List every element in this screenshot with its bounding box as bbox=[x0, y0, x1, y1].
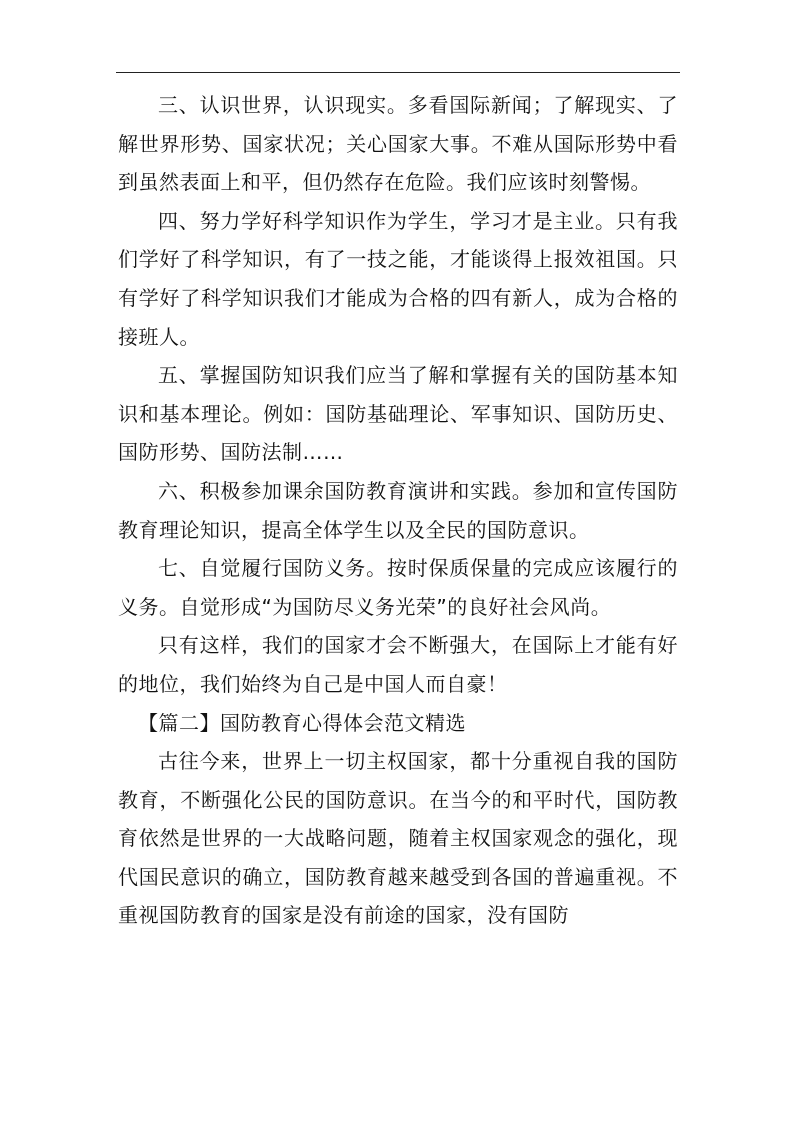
section-heading: 【篇二】国防教育心得体会范文精选 bbox=[138, 710, 466, 735]
paragraph-defense-knowledge: 五、掌握国防知识我们应当了解和掌握有关的国防基本知识和基本理论。例如：国防基础理论、军事知识、国防历史、国防形势、国防法制…… bbox=[118, 363, 678, 465]
paragraph-section-two-intro: 古往今来，世界上一切主权国家，都十分重视自我的国防教育，不断强化公民的国防意识。在当今的和平时代，国防教育依然是世界的一大战略问题，随着主权国家观念的强化，现代国民意识的确立，国防教育越来越受到各国的普遍重视。不重视国防教育的国家是没有前途的国家，没有国防 bbox=[118, 749, 678, 928]
paragraph-study-science: 四、努力学好科学知识作为学生，学习才是主业。只有我们学好了科学知识，有了一技之能，才能谈得上报效祖国。只有学好了科学知识我们才能成为合格的四有新人，成为合格的接班人。 bbox=[118, 208, 678, 349]
paragraph-understand-world: 三、认识世界，认识现实。多看国际新闻；了解现实、了解世界形势、国家状况；关心国家大事。不难从国际形势中看到虽然表面上和平，但仍然存在危险。我们应该时刻警惕。 bbox=[118, 93, 678, 195]
document-body bbox=[118, 86, 678, 935]
paragraph-conclusion: 只有这样，我们的国家才会不断强大，在国际上才能有好的地位，我们始终为自己是中国人而自豪！ bbox=[118, 633, 678, 696]
paragraph-defense-duty: 七、自觉履行国防义务。按时保质保量的完成应该履行的义务。自觉形成“为国防尽义务光荣”的良好社会风尚。 bbox=[118, 556, 678, 619]
header-rule bbox=[116, 72, 680, 73]
paragraph-defense-practice: 六、积极参加课余国防教育演讲和实践。参加和宣传国防教育理论知识，提高全体学生以及全民的国防意识。 bbox=[118, 478, 678, 542]
